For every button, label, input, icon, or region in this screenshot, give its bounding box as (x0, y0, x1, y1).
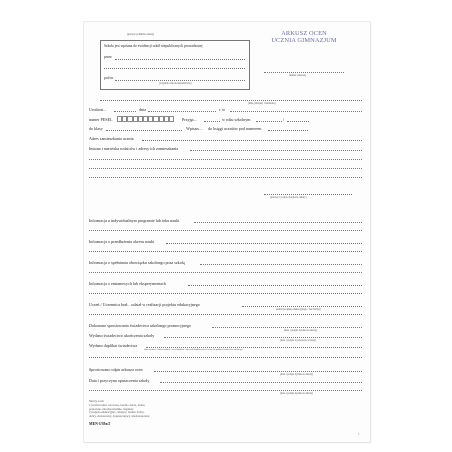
grading-notes (89, 400, 150, 419)
parents-field-1[interactable] (190, 150, 362, 151)
cert-correction-field[interactable] (212, 327, 362, 328)
born-place-field[interactable] (230, 111, 362, 112)
section-extension-field[interactable] (166, 243, 362, 244)
book-number-field[interactable] (268, 130, 308, 131)
section-outside-school-field-2[interactable] (89, 272, 362, 273)
address-field[interactable] (142, 140, 362, 141)
parents-field-4[interactable] (89, 177, 362, 178)
born-date-field[interactable] (148, 111, 216, 112)
parents-field-2[interactable] (89, 159, 362, 160)
school-box-text: Szkoła jest wpisana do ewidencji szkół niepublicznych prowadzonej (104, 44, 203, 48)
grading-note-line: dobry, dostateczny, dopuszczający, niedostateczny. (89, 414, 150, 419)
section-individual-program-field[interactable] (194, 222, 362, 223)
section-outside-school-label: Informacja o spełnianiu obowiązku szkolnego poza szkołą (89, 260, 185, 265)
school-year-label: w roku szkolnym (222, 117, 251, 122)
project-field[interactable] (242, 306, 362, 307)
form-title-line2: UCZNIA GIMNAZJUM (271, 37, 337, 44)
form-sheet (84, 22, 370, 442)
grading-note-line: 1) zachowanie: wzorowe, bardzo dobre, dobre, (89, 402, 146, 407)
section-experiments-field-2[interactable] (89, 293, 362, 294)
leave-reason-caption: (data i podpis dyrektora szkoły) (280, 392, 313, 395)
section-individual-program-field-2[interactable] (89, 230, 362, 231)
project-label: Uczeń / Uczennica brał... udział w realizacji projektu edukacyjnego (89, 302, 200, 307)
cert-correction-caption: (data i podpis dyrektora szkoły) (284, 329, 317, 332)
leave-reason-label: Data i przyczyna opuszczenia szkoły (89, 378, 150, 383)
duplicate-issued-field-2[interactable] (89, 357, 362, 358)
grading-note-line: 2) zajęcia edukacyjne: celujący, bardzo dobry, (89, 410, 145, 415)
copy-correction-caption: (data i podpis dyrektora szkoły) (280, 373, 313, 376)
school-year-field-2[interactable] (287, 121, 309, 122)
school-box-line-2[interactable] (104, 68, 245, 69)
section-extension-field-2[interactable] (89, 251, 362, 252)
project-field-2[interactable] (89, 314, 362, 315)
przyjet-label: Przyjęt... (182, 117, 197, 122)
copy-correction-field[interactable] (154, 371, 362, 372)
school-registration-box (100, 40, 250, 90)
section-individual-program-label: Informacja o indywidualnym programie lub toku nauki (89, 218, 180, 223)
section-experiments-field[interactable] (188, 285, 362, 286)
born-day-label: dnia (139, 107, 147, 112)
sheet-number-field[interactable] (264, 72, 344, 73)
address-label: Adres zamieszkania ucznia (89, 136, 134, 141)
school-box-przez-field[interactable] (115, 59, 245, 60)
school-box-pod-nr-label: pod nr (104, 76, 114, 80)
form-title-line1: ARKUSZ OCEN (281, 30, 327, 37)
section-extension-label: Informacja o przedłużeniu okresu nauki (89, 239, 155, 244)
form-title (254, 30, 354, 44)
class-label: do klasy (89, 126, 103, 131)
born-label: Urodzon... (89, 107, 107, 112)
school-stamp-caption: (pieczęć podłużna szkoły) (127, 33, 155, 36)
parents-signature-caption: (pieczęć i podpis dyrektora szkoły) (270, 196, 307, 199)
cert-issued-caption: (data i podpis wychowawcy klasy) (280, 339, 317, 342)
parents-field-3[interactable] (89, 168, 362, 169)
pesel-label: numer PESEL (89, 117, 113, 122)
copy-correction-label: Sprostowano odpis arkusza ocen (89, 367, 143, 372)
book-label: do księgi uczniów pod numerem (208, 126, 262, 131)
wpisan-label: Wpisan.... (186, 126, 203, 131)
school-box-pod-nr-field[interactable] (115, 80, 245, 81)
school-box-caption: (wypełnia szkoła niepubliczna) (159, 82, 192, 85)
section-outside-school-field[interactable] (200, 264, 362, 265)
class-field[interactable] (106, 130, 182, 131)
grading-note-line: poprawne, nieodpowiednie, naganne; (89, 406, 134, 411)
duplicate-issued-field[interactable] (146, 347, 362, 348)
student-name-caption: (imię (imiona) i nazwisko) (248, 102, 276, 105)
leave-reason-field-2[interactable] (89, 390, 362, 391)
grading-note-line: Skróty ocen: (89, 399, 105, 403)
cert-issued-field[interactable] (164, 337, 362, 338)
form-code: MEN-I/39a/2 (89, 422, 111, 426)
page-number: 1 (358, 432, 360, 436)
slash-separator: / (283, 117, 285, 122)
parents-signature-field[interactable] (264, 194, 352, 195)
project-caption: (temat projektu edukacyjnego / nie brał(a)) (276, 308, 321, 311)
leave-reason-field[interactable] (160, 382, 362, 383)
student-name-field[interactable] (100, 100, 362, 101)
born-field-1[interactable] (114, 111, 136, 112)
przyjet-field[interactable] (204, 121, 220, 122)
school-year-field[interactable] (256, 121, 282, 122)
parents-label: Imiona i nazwiska rodziców i adresy ich zamieszkania (89, 146, 179, 151)
cert-correction-label: Dokonano sprostowania świadectwa szkolnego promocyjnego (89, 323, 192, 328)
cert-issued-label: Wydano świadectwo ukończenia szkoły (89, 333, 155, 338)
sheet-number-caption: (numer arkusza) (289, 74, 306, 77)
school-box-przez-label: przez (104, 55, 112, 59)
pesel-cell[interactable] (169, 116, 174, 122)
duplicate-issued-caption: (data wydania / numer wydania i seria duplikatu / datownik duplikatu przez osobę lub podmiot świadectwa szkolnego) (144, 349, 243, 351)
duplicate-issued-label: Wydano duplikat świadectwa (89, 343, 138, 348)
section-experiments-label: Informacja o zmianowych lub eksperymentach (89, 281, 166, 286)
born-year-label: r. w (219, 107, 226, 112)
pesel-boxes[interactable] (117, 116, 175, 122)
